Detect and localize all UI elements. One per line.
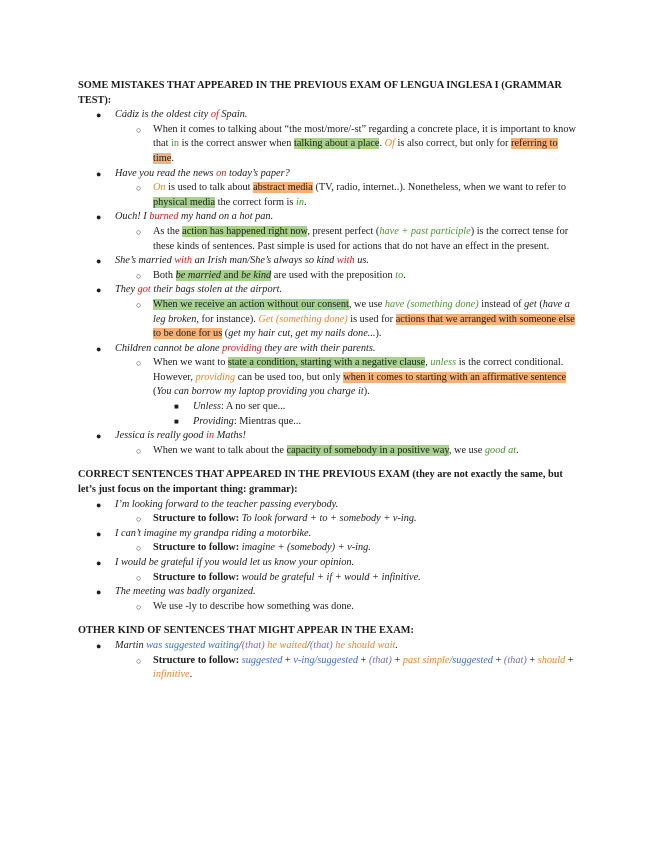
- bullet-disc: ●: [96, 168, 102, 179]
- bullet-square: ■: [174, 402, 179, 412]
- list-item: ○ When it comes to talking about “the most/more/-st” regarding a concrete place, it is important to know that in is the correct answer when talking about a place. Of is also correct, but only for referring to time.: [136, 123, 576, 164]
- section-heading: CORRECT SENTENCES THAT APPEARED IN THE PREVIOUS EXAM (they are not exactly the same, but let’s just focus on the important thing: grammar):: [78, 469, 563, 496]
- bullet-disc: ●: [96, 528, 102, 539]
- bullet-disc: ●: [96, 431, 102, 442]
- list-item: ○ On is used to talk about abstract media (TV, radio, internet..). Nonetheless, when we want to refer to physical media the correct form is in.: [136, 182, 567, 208]
- bullet-circle: ○: [136, 299, 142, 310]
- list-item: ○ Structure to follow: To look forward + to + somebody + v-ing.: [78, 512, 578, 527]
- bullet-disc: ●: [96, 110, 102, 121]
- bullet-disc: ●: [96, 212, 102, 223]
- bullet-circle: ○: [136, 183, 142, 194]
- bullet-disc: ●: [96, 256, 102, 267]
- list-item: ○ When we want to state a condition, starting with a negative clause, unless is the correct conditional. However, providing can be used too, but only when it comes to starting with an affirmative sentence (You can borrow my laptop providing you charge it).: [136, 357, 567, 398]
- bullet-disc: ●: [96, 558, 102, 568]
- list-item: ■ Providing: Mientras que...: [78, 415, 578, 430]
- list-item: ● I’m looking forward to the teacher passing everybody.: [78, 498, 578, 513]
- list-item: ● Children cannot be alone providing they are with their parents.: [78, 342, 578, 357]
- bullet-disc: ●: [96, 285, 102, 296]
- section-other-sentences: [78, 624, 578, 682]
- section-mistakes: [78, 79, 578, 458]
- section-heading: SOME MISTAKES THAT APPEARED IN THE PREVIOUS EXAM OF LENGUA INGLESA I (GRAMMAR TEST):: [78, 80, 562, 106]
- bullet-square: ■: [174, 416, 179, 426]
- list-item: ● I would be grateful if you would let us know your opinion.: [78, 556, 578, 571]
- bullet-circle: ○: [136, 601, 142, 612]
- bullet-disc: ●: [96, 343, 102, 354]
- section-heading: OTHER KIND OF SENTENCES THAT MIGHT APPEAR IN THE EXAM:: [78, 625, 414, 637]
- list-item: ■ Unless: A no ser que...: [78, 400, 578, 415]
- bullet-circle: ○: [136, 124, 142, 135]
- list-item: ○ We use -ly to describe how something was done.: [78, 600, 578, 615]
- list-item: ● Ouch! I burned my hand on a hot pan.: [78, 210, 578, 225]
- list-item: ○ Structure to follow: imagine + (somebody) + v-ing.: [78, 541, 578, 556]
- bullet-circle: ○: [136, 572, 142, 583]
- list-item: ○ Structure to follow: would be grateful + if + would + infinitive.: [78, 571, 578, 586]
- bullet-circle: ○: [136, 270, 142, 281]
- list-item: ○ When we want to talk about the capacity of somebody in a positive way, we use good at.: [78, 444, 578, 459]
- list-item: ● Have you read the news on today’s paper?: [78, 167, 578, 182]
- bullet-disc: ●: [96, 640, 102, 651]
- list-item: ○ Structure to follow: suggested + v-ing/suggested + (that) + past simple/suggested + (that) + should + infinitive.: [136, 654, 574, 681]
- list-item: ● She’s married with an Irish man/She’s always so kind with us.: [78, 254, 578, 269]
- list-item: ○ When we receive an action without our consent, we use have (something done) instead of get (have a leg broken, for instance). Get (something done) is used for actions that we arranged with someone else to be done for us (get my hair cut, get my nails done...).: [136, 298, 575, 340]
- bullet-circle: ○: [136, 543, 142, 554]
- bullet-circle: ○: [136, 226, 142, 237]
- list-item: ● They got their bags stolen at the airport.: [78, 283, 578, 298]
- bullet-circle: ○: [136, 655, 142, 666]
- list-item: ○ As the action has happened right now, present perfect (have + past participle) is the correct tense for these kinds of sentences. Past simple is used for actions that do not have an effect in the present.: [136, 225, 569, 252]
- list-item: ● Jessica is really good in Maths!: [78, 429, 578, 444]
- list-item: ● I can’t imagine my grandpa riding a motorbike.: [78, 527, 578, 542]
- bullet-circle: ○: [136, 445, 142, 456]
- list-item: ● Martin was suggested waiting/(that) he waited/(that) he should wait.: [78, 639, 578, 654]
- list-item: ○ Both be married and be kind are used with the preposition to.: [78, 269, 578, 284]
- bullet-circle: ○: [136, 358, 142, 369]
- section-correct-sentences: [78, 468, 578, 614]
- bullet-disc: ●: [96, 587, 102, 598]
- document-body: [78, 79, 578, 693]
- list-item: ● The meeting was badly organized.: [78, 585, 578, 600]
- bullet-circle: ○: [136, 514, 142, 525]
- list-item: ● Cádiz is the oldest city of Spain.: [78, 108, 578, 123]
- bullet-disc: ●: [96, 499, 102, 510]
